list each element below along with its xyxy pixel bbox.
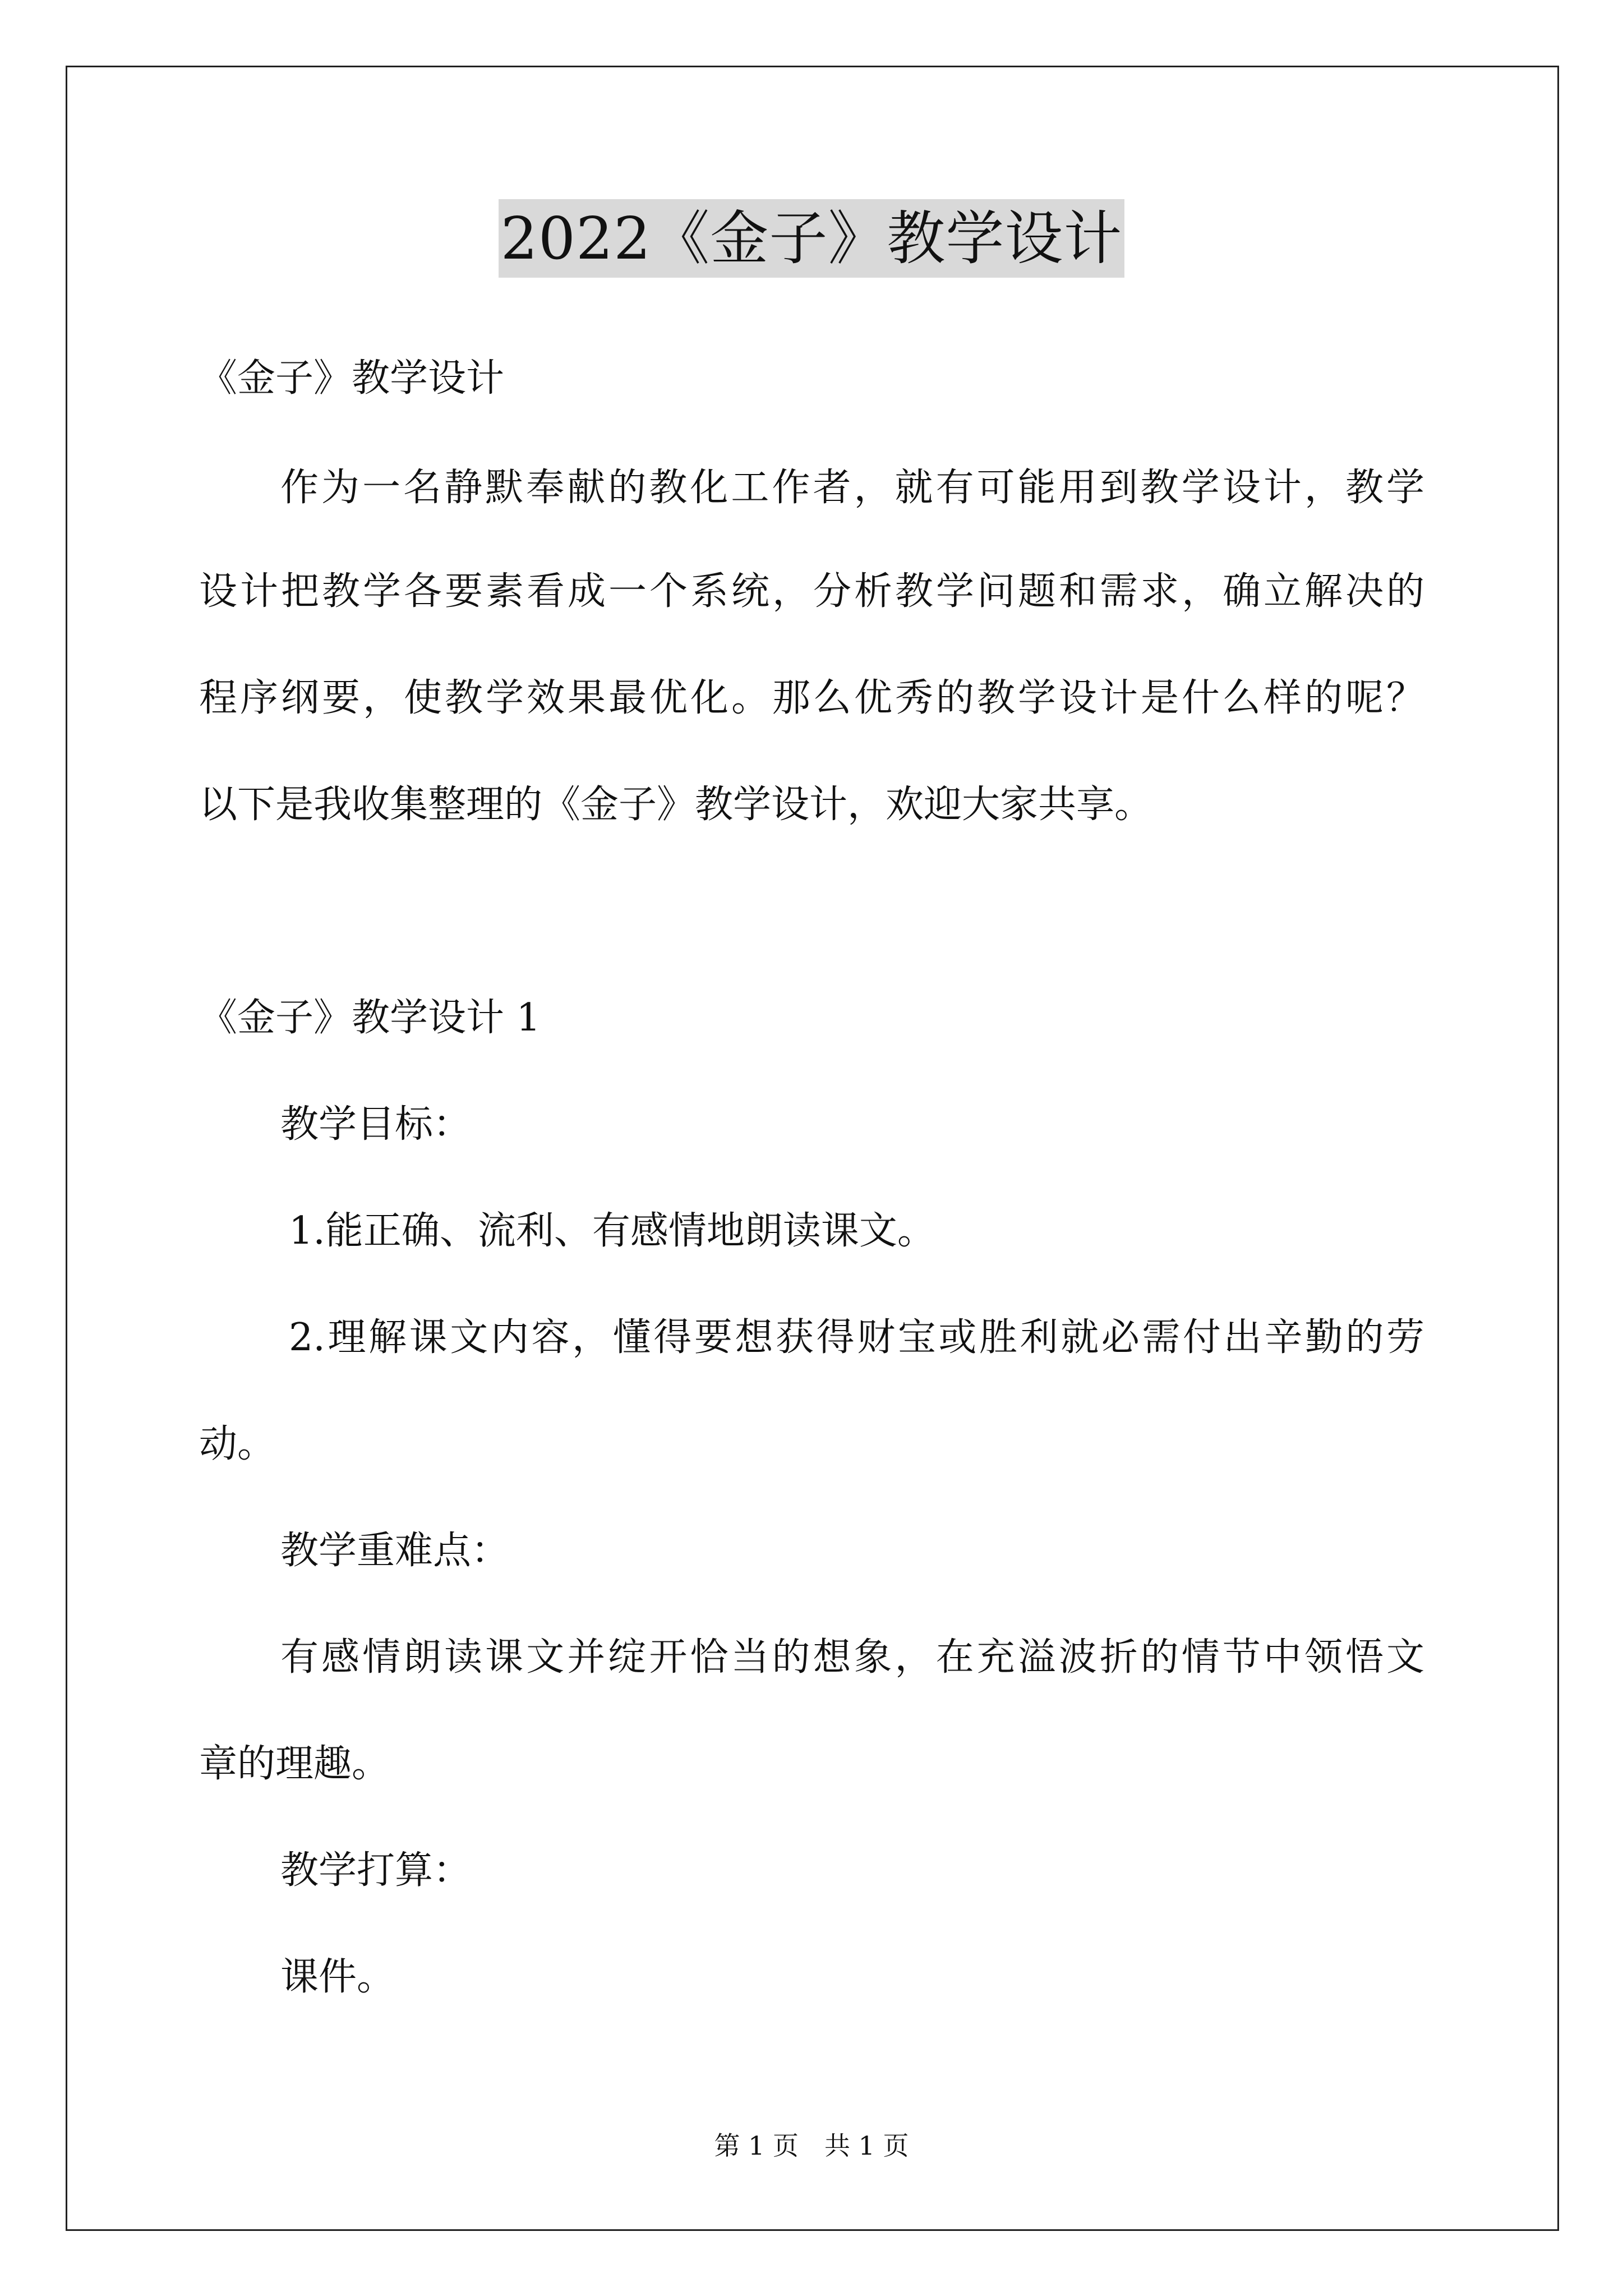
key-points-line-1: 有感情朗读课文并绽开恰当的想象，在充溢波折的情节中领悟文 <box>280 1635 1424 1680</box>
objectives-heading: 教学目标： <box>280 1102 472 1147</box>
title-container <box>0 199 1623 278</box>
intro-line-1: 作为一名静默奉献的教化工作者，就有可能用到教学设计，教学 <box>280 466 1424 510</box>
key-points-line-2: 章的理趣。 <box>199 1742 390 1786</box>
document-title: 2022《金子》教学设计 <box>499 199 1125 278</box>
section-heading-1: 《金子》教学设计 1 <box>199 996 541 1040</box>
page-footer: 第 1 页 共 1 页 <box>714 2131 909 2161</box>
objective-item-2: 2.理解课文内容，懂得要想获得财宝或胜利就必需付出辛勤的劳 <box>289 1315 1424 1360</box>
intro-line-2: 设计把教学各要素看成一个系统，分析教学问题和需求，确立解决的 <box>199 569 1424 614</box>
intro-line-3: 程序纲要，使教学效果最优化。那么优秀的教学设计是什么样的呢？ <box>199 676 1424 720</box>
preparation-content: 课件。 <box>280 1955 395 1999</box>
objective-item-2-cont: 动。 <box>199 1422 276 1466</box>
key-points-heading: 教学重难点： <box>280 1529 510 1573</box>
objective-item-1: 1.能正确、流利、有感情地朗读课文。 <box>289 1209 935 1253</box>
section-heading: 《金子》教学设计 <box>199 356 505 401</box>
intro-line-4: 以下是我收集整理的《金子》教学设计，欢迎大家共享。 <box>199 783 1153 827</box>
preparation-heading: 教学打算： <box>280 1848 472 1893</box>
